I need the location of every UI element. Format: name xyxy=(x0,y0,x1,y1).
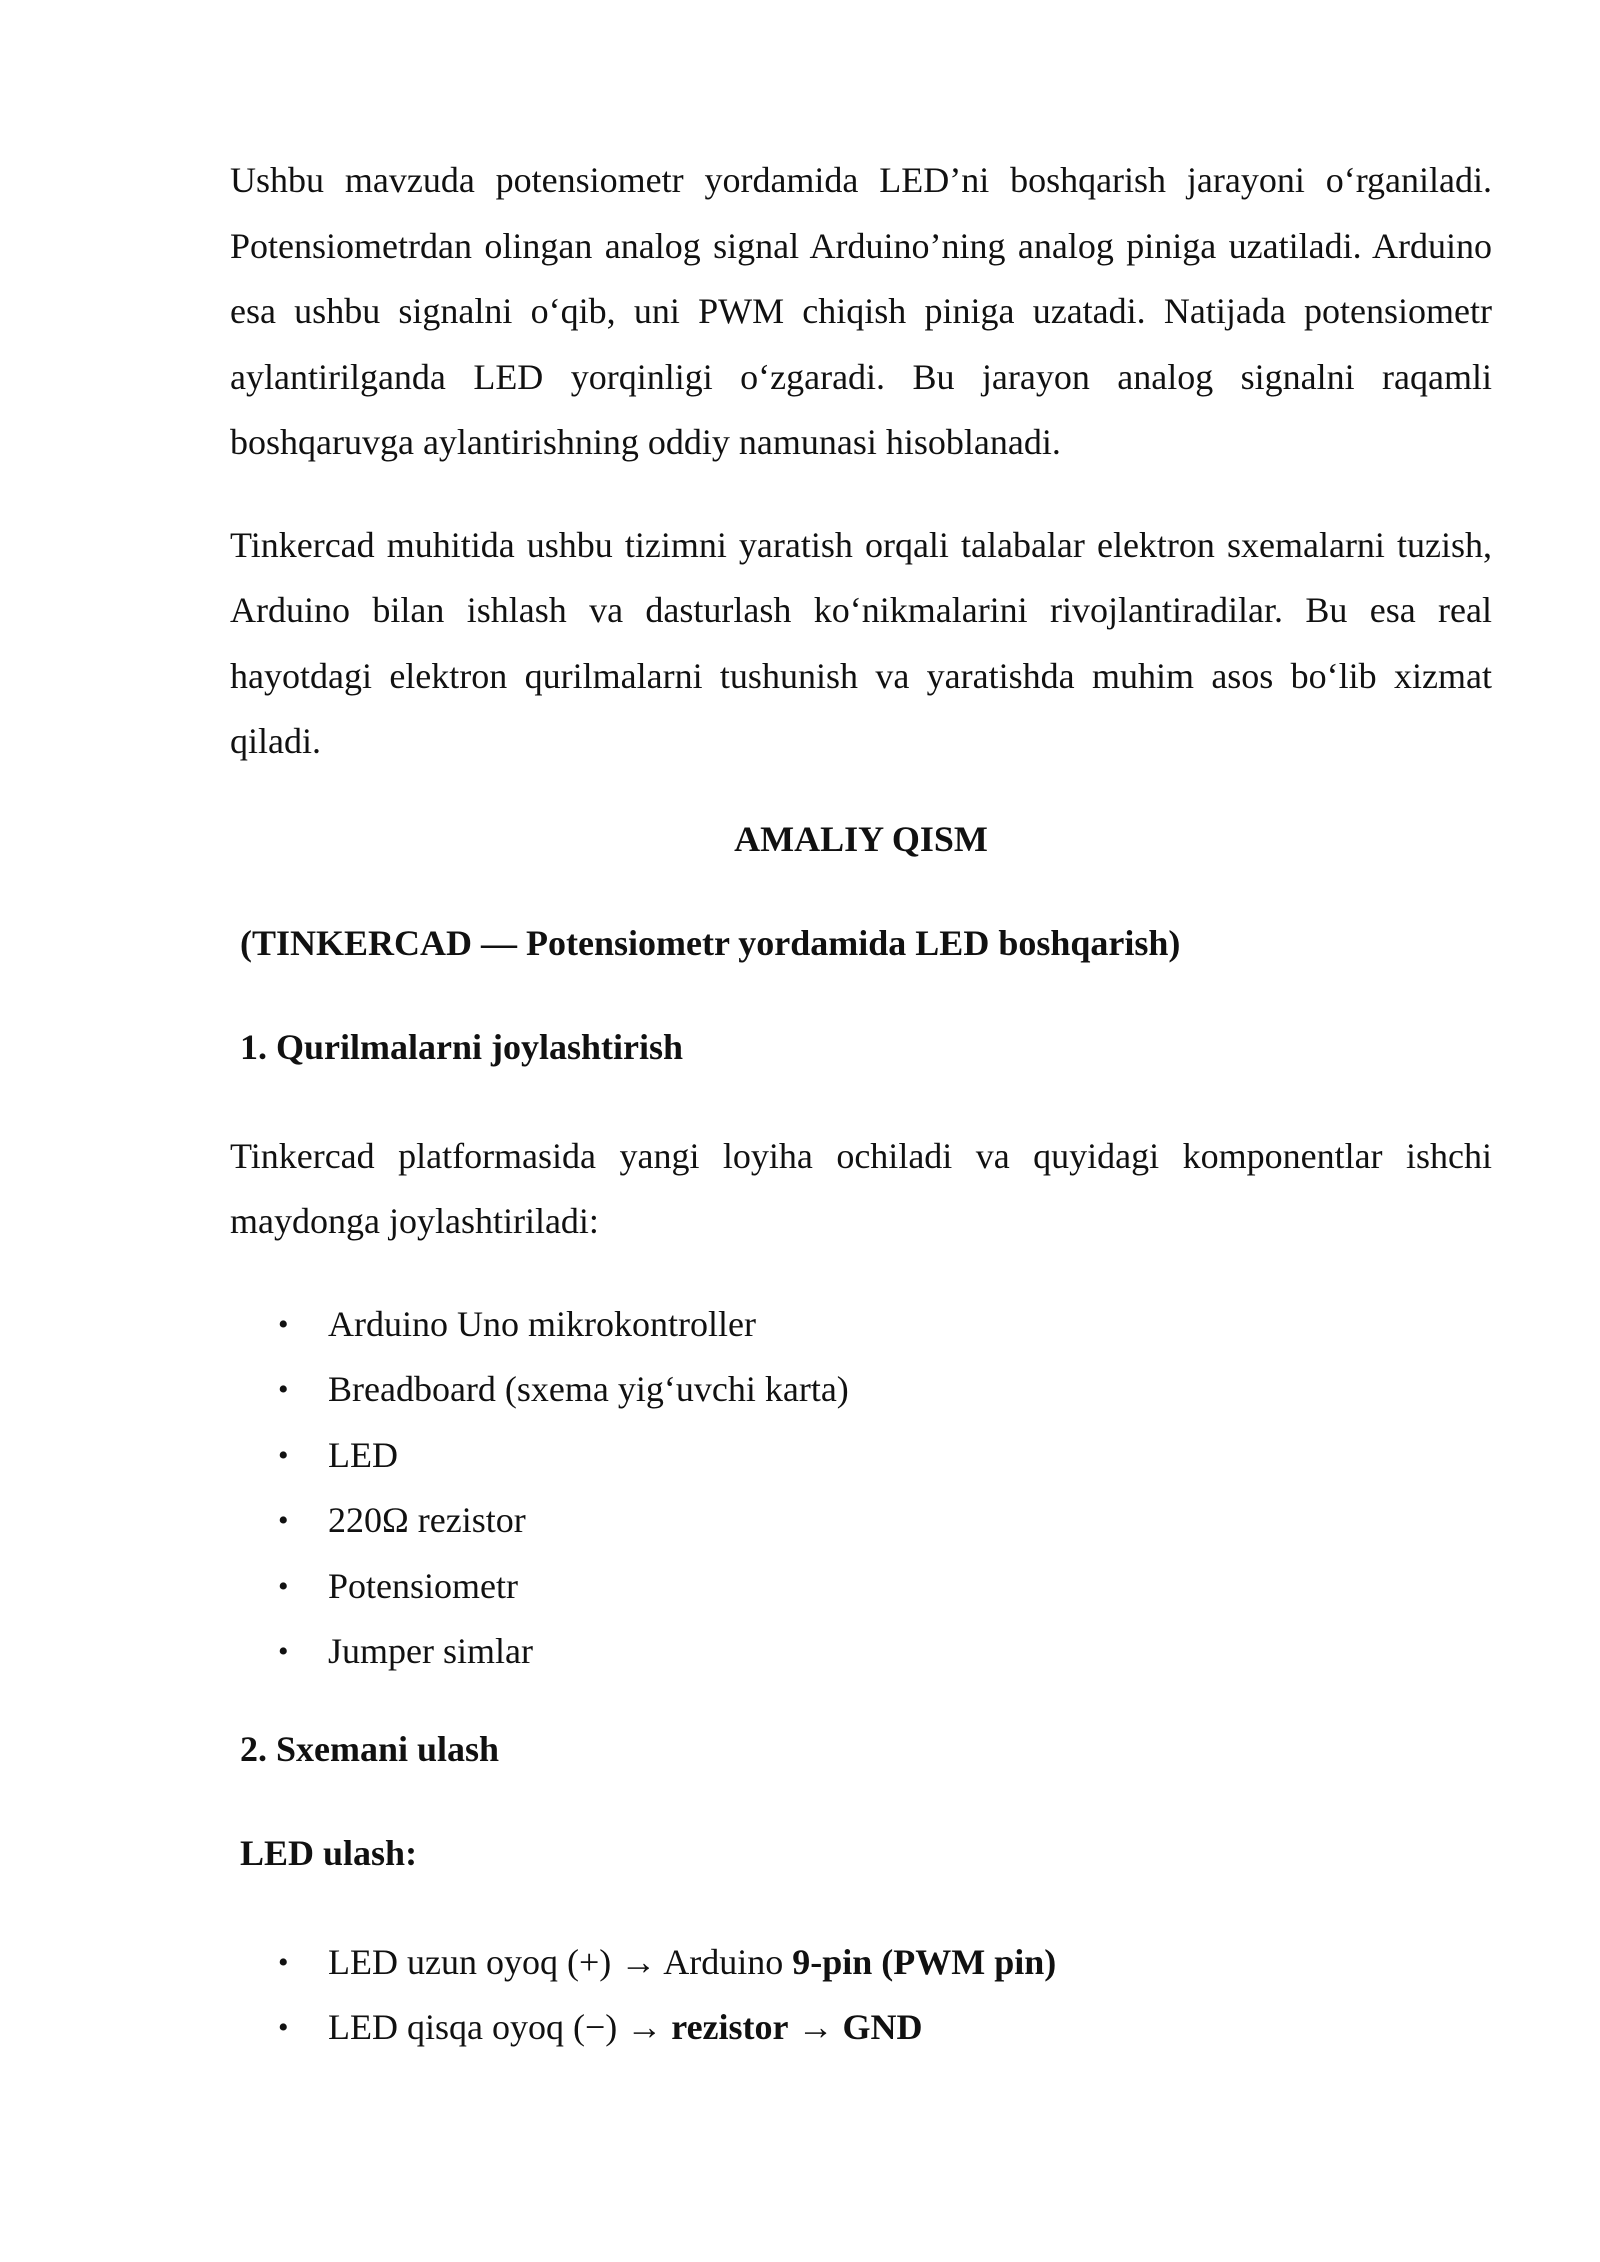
components-list xyxy=(230,1292,1492,1685)
bullet-icon: • xyxy=(278,1635,289,1668)
tinkercad-paragraph: Tinkercad muhitida ushbu tizimni yaratish orqali talabalar elektron sxemalarni tuzish, Arduino bilan ishlash va dasturlash ko‘nikmalarini rivojlantiradilar. Bu esa real hayotdagi elektron qurilmalarni tushunish va yaratishda muhim asos bo‘lib xizmat qiladi. xyxy=(230,524,1492,761)
list-item xyxy=(230,1930,1492,1996)
bullet-icon: • xyxy=(278,1945,289,1979)
list-item: • Arduino Uno mikrokontroller xyxy=(230,1292,1492,1358)
led-wiring-list xyxy=(230,1930,1492,2061)
bullet-icon: • xyxy=(278,1504,289,1537)
list-item: • Breadboard (sxema yig‘uvchi karta) xyxy=(230,1357,1492,1423)
bullet-icon: • xyxy=(278,2011,289,2044)
bullet-icon: • xyxy=(278,1569,289,1603)
bullet-icon: • xyxy=(278,1373,289,1406)
wiring-text: LED uzun oyoq (+) → Arduino xyxy=(328,1941,793,1982)
list-item: • LED xyxy=(230,1423,1492,1489)
document-page xyxy=(230,148,1492,2098)
wiring-bold-text: rezistor xyxy=(671,2007,789,2047)
wiring-bold-text: GND xyxy=(842,2007,923,2047)
step1-heading: 1. Qurilmalarni joylashtirish xyxy=(240,1026,684,1067)
list-item: • Jumper simlar xyxy=(230,1619,1492,1685)
bullet-icon: • xyxy=(278,1307,289,1341)
bullet-icon: • xyxy=(278,1438,289,1472)
wiring-arrow-text: → xyxy=(788,2007,843,2047)
step2-heading: 2. Sxemani ulash xyxy=(240,1728,500,1769)
subtitle-heading: (TINKERCAD — Potensiometr yordamida LED boshqarish) xyxy=(240,922,1181,963)
section-heading: AMALIY QISM xyxy=(734,818,988,859)
list-item: • Potensiometr xyxy=(230,1554,1492,1620)
wiring-bold-text: 9-pin (PWM pin) xyxy=(792,1941,1057,1982)
list-item xyxy=(230,1995,1492,2061)
led-connect-heading: LED ulash: xyxy=(240,1832,418,1873)
wiring-text: LED qisqa oyoq (−) → xyxy=(328,2007,672,2047)
components-intro-paragraph: Tinkercad platformasida yangi loyiha ochiladi va quyidagi komponentlar ishchi maydonga joylashtiriladi: xyxy=(230,1135,1492,1241)
list-item: • 220Ω rezistor xyxy=(230,1488,1492,1554)
intro-paragraph: Ushbu mavzuda potensiometr yordamida LED’ni boshqarish jarayoni o‘rganiladi. Potensiometrdan olingan analog signal Arduino’ning analog piniga uzatiladi. Arduino esa ushbu signalni o‘qib, uni PWM chiqish piniga uzatadi. Natijada potensiometr aylantirilganda LED yorqinligi o‘zgaradi. Bu jarayon analog signalni raqamli boshqaruvga aylantirishning oddiy namunasi hisoblanadi. xyxy=(230,160,1492,462)
